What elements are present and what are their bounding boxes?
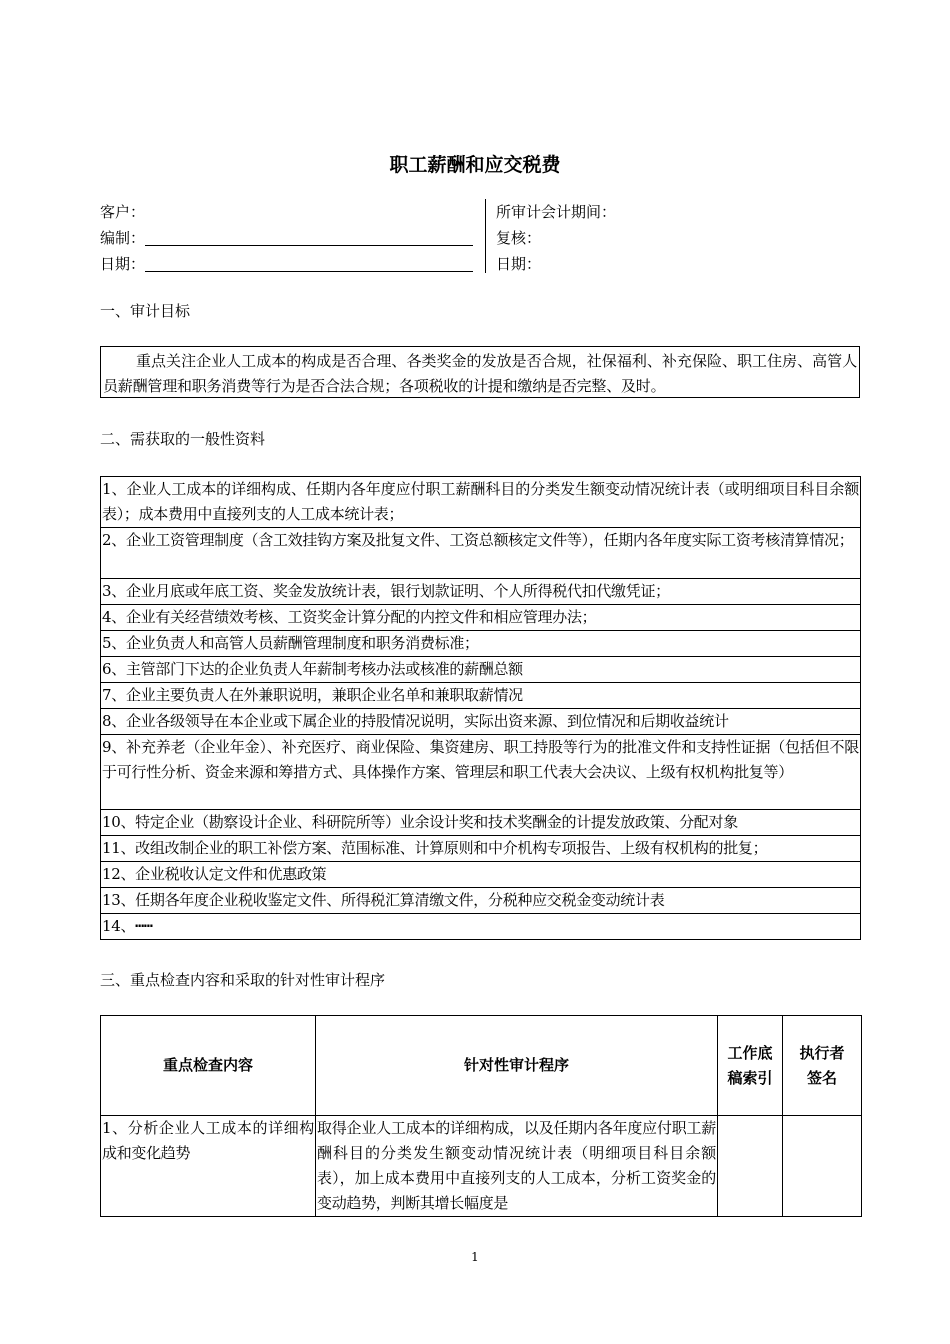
prepared-label: 编制： bbox=[100, 229, 146, 247]
row-procedure-cell: 取得企业人工成本的详细构成，以及任期内各年度应付职工薪酬科目的分类发生额变动情况统计表（明细项目科目余额表），加上成本费用中直接列支的人工成本，分析工资奖金的变动趋势，判断其增长幅度是 bbox=[316, 1116, 718, 1217]
list-item: 10、特定企业（勘察设计企业、科研院所等）业余设计奖和技术奖酬金的计提发放政策、分配对象 bbox=[101, 810, 861, 836]
list-item: 3、企业月底或年底工资、奖金发放统计表，银行划款证明、个人所得税代扣代缴凭证； bbox=[101, 579, 861, 605]
materials-list bbox=[100, 476, 861, 940]
section1-heading: 一、审计目标 bbox=[100, 302, 191, 320]
list-item: 14、┅┅ bbox=[101, 914, 861, 940]
procedure-table bbox=[100, 1015, 862, 1217]
list-item: 4、企业有关经营绩效考核、工资奖金计算分配的内控文件和相应管理办法； bbox=[101, 605, 861, 631]
review-label: 复核： bbox=[496, 229, 542, 247]
row-content-cell: 1、分析企业人工成本的详细构成和变化趋势 bbox=[101, 1116, 316, 1217]
date-label-right: 日期： bbox=[496, 255, 542, 273]
list-item: 12、企业税收认定文件和优惠政策 bbox=[101, 862, 861, 888]
page-title: 职工薪酬和应交税费 bbox=[389, 154, 561, 176]
header-divider bbox=[485, 199, 486, 273]
table-row bbox=[101, 1116, 862, 1217]
section2-heading: 二、需获取的一般性资料 bbox=[100, 430, 266, 448]
page-number: 1 bbox=[471, 1250, 479, 1264]
header-right bbox=[496, 199, 616, 277]
date-underline bbox=[145, 255, 473, 272]
row-index-cell bbox=[718, 1116, 783, 1217]
list-item: 5、企业负责人和高管人员薪酬管理制度和职务消费标准； bbox=[101, 631, 861, 657]
date-label-left: 日期： bbox=[100, 255, 146, 273]
period-label: 所审计会计期间： bbox=[496, 203, 617, 221]
client-line bbox=[100, 199, 473, 225]
list-item: 13、任期各年度企业税收鉴定文件、所得税汇算清缴文件，分税种应交税金变动统计表 bbox=[101, 888, 861, 914]
prepared-underline bbox=[145, 229, 473, 246]
list-item: 11、改组改制企业的职工补偿方案、范围标准、计算原则和中介机构专项报告、上级有权机构的批复； bbox=[101, 836, 861, 862]
col-header-procedure: 针对性审计程序 bbox=[316, 1016, 718, 1116]
section3-heading: 三、重点检查内容和采取的针对性审计程序 bbox=[100, 971, 386, 989]
table-header-row bbox=[101, 1016, 862, 1116]
list-item: 6、主管部门下达的企业负责人年薪制考核办法或核准的薪酬总额 bbox=[101, 657, 861, 683]
client-label: 客户： bbox=[100, 203, 146, 221]
col-header-content: 重点检查内容 bbox=[101, 1016, 316, 1116]
list-item: 8、企业各级领导在本企业或下属企业的持股情况说明，实际出资来源、到位情况和后期收益统计 bbox=[101, 709, 861, 735]
row-signer-cell bbox=[783, 1116, 862, 1217]
col-header-signer: 执行者签名 bbox=[783, 1016, 862, 1116]
list-item: 9、补充养老（企业年金）、补充医疗、商业保险、集资建房、职工持股等行为的批准文件和支持性证据（包括但不限于可行性分析、资金来源和筹措方式、具体操作方案、管理层和职工代表大会决议、上级有权机构批复等） bbox=[101, 735, 861, 810]
prepared-line bbox=[100, 225, 473, 251]
list-item: 7、企业主要负责人在外兼职说明，兼职企业名单和兼职取薪情况 bbox=[101, 683, 861, 709]
list-item: 1、企业人工成本的详细构成、任期内各年度应付职工薪酬科目的分类发生额变动情况统计表（或明细项目科目余额表）；成本费用中直接列支的人工成本统计表； bbox=[101, 477, 861, 528]
audit-objective-box: 重点关注企业人工成本的构成是否合理、各类奖金的发放是否合规，社保福利、补充保险、职工住房、高管人员薪酬管理和职务消费等行为是否合法合规；各项税收的计提和缴纳是否完整、及时。 bbox=[100, 346, 860, 398]
date-line-left bbox=[100, 251, 473, 277]
list-item: 2、企业工资管理制度（含工效挂钩方案及批复文件、工资总额核定文件等），任期内各年度实际工资考核清算情况； bbox=[101, 528, 861, 579]
header-left bbox=[100, 199, 473, 277]
col-header-index: 工作底稿索引 bbox=[718, 1016, 783, 1116]
